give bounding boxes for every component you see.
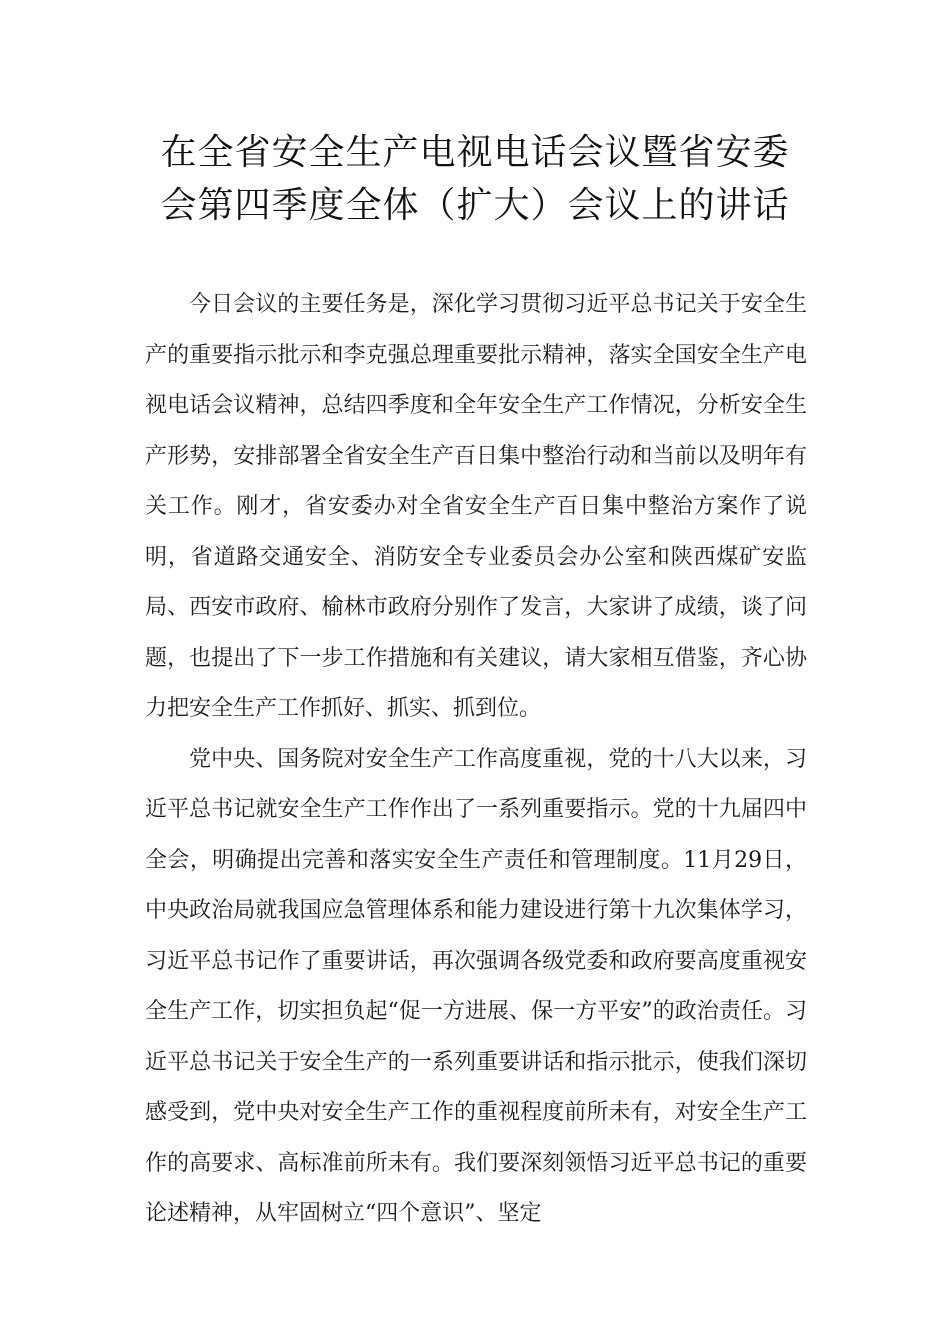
document-body (145, 280, 807, 1240)
title-line-1: 在全省安全生产电视电话会议暨省安委 (160, 132, 790, 173)
paragraph-1: 今日会议的主要任务是，深化学习贯彻习近平总书记关于安全生产的重要指示批示和李克强总理重要批示精神，落实全国安全生产电视电话会议精神，总结四季度和全年安全生产工作情况，分析安全生产形势，安排部署全省安全生产百日集中整治行动和当前以及明年有关工作。刚才，省安委办对全省安全生产百日集中整治方案作了说明，省道路交通安全、消防安全专业委员会办公室和陕西煤矿安监局、西安市政府、榆林市政府分别作了发言，大家讲了成绩，谈了问题，也提出了下一步工作措施和有关建议，请大家相互借鉴，齐心协力把安全生产工作抓好、抓实、抓到位。 (145, 292, 807, 721)
document-title (100, 126, 850, 232)
paragraph-2: 党中央、国务院对安全生产工作高度重视，党的十八大以来，习近平总书记就安全生产工作作出了一系列重要指示。党的十九届四中全会，明确提出完善和落实安全生产责任和管理制度。11月29日，中央政治局就我国应急管理体系和能力建设进行第十九次集体学习，习近平总书记作了重要讲话，再次强调各级党委和政府要高度重视安全生产工作，切实担负起“促一方进展、保一方平安”的政治责任。习近平总书记关于安全生产的一系列重要讲话和指示批示，使我们深切感受到，党中央对安全生产工作的重视程度前所未有，对安全生产工作的高要求、高标准前所未有。我们要深刻领悟习近平总书记的重要论述精神，从牢固树立“四个意识”、坚定 (145, 746, 807, 1226)
title-line-2: 会第四季度全体（扩大）会议上的讲话 (160, 185, 790, 226)
